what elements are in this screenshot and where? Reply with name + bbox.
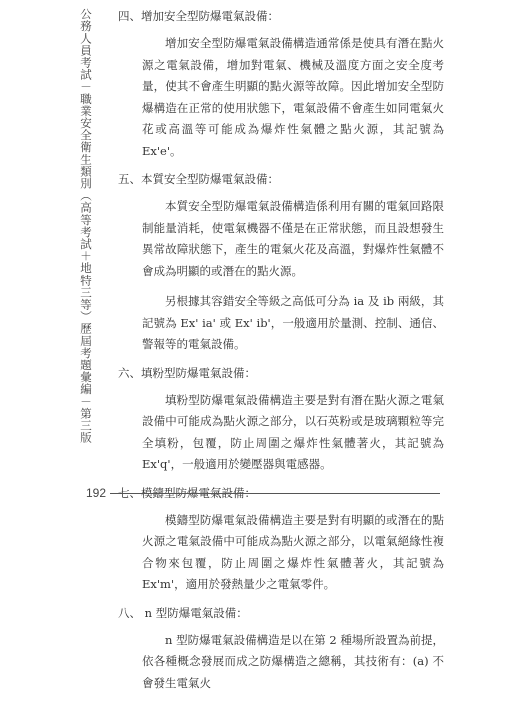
- section-5: [118, 171, 444, 356]
- section-paragraph: 本質安全型防爆電氣設備構造係利用有關的電氣回路限制能量消耗，使電氣機器不僅是在正常狀態，而且設想發生異常故障狀態下，產生的電氣火花及高溫，對爆炸性氣體不會成為明顯的或潛在的點火源。: [142, 199, 444, 278]
- section-6: [118, 365, 444, 476]
- section-heading: 四、增加安全型防爆電氣設備：: [118, 9, 279, 23]
- section-paragraph: 另根據其容錯安全等級之高低可分為 ia 及 ib 兩級，其記號為 Ex' ia' 或 Ex' ib'，一般適用於量測、控制、通信、警報等的電氣設備。: [142, 294, 444, 351]
- section-paragraph: 增加安全型防爆電氣設備構造通常係是使具有潛在點火源之電氣設備，增加對電氣、機械及溫度方面之安全度考量，使其不會產生明顯的點火源等故障。因此增加安全型防爆構造在正常的使用狀態下，電氣設備不會產生如同電氣火花或高溫等可能成為爆炸性氣體之點火源，其記號為 Ex'e'。: [142, 36, 444, 158]
- footer-rule: [110, 493, 440, 494]
- section-heading: 五、本質安全型防爆電氣設備：: [118, 172, 279, 186]
- section-heading: 七、模鑄型防爆電氣設備：: [118, 485, 256, 500]
- page-number: 192: [86, 486, 107, 500]
- section-7: [118, 485, 444, 596]
- section-paragraph: 模鑄型防爆電氣設備構造主要是對有明顯的或潛在的點火源之電氣設備中可能成為點火源之部分，以電氣絕緣性複合物來包覆，防止周圍之爆炸性氣體著火，其記號為 Ex'm'，適用於發熱量少之電氣零件。: [142, 512, 444, 591]
- page-content: [118, 8, 444, 703]
- book-title-sidebar: 公務人員考試－職業安全衛生類別（高等考試＋地特三等）歷屆考題彙編－第三版: [79, 8, 93, 444]
- section-4: [118, 8, 444, 162]
- section-8: [118, 605, 444, 695]
- section-paragraph: n 型防爆電氣設備構造是以在第 2 種場所設置為前提，依各種概念發展而成之防爆構造之總稱，其技術有：(a) 不會發生電氣火: [142, 632, 444, 690]
- section-heading: 八、 n 型防爆電氣設備：: [118, 605, 248, 620]
- section-heading: 六、填粉型防爆電氣設備：: [118, 365, 256, 380]
- section-paragraph: 填粉型防爆電氣設備構造主要是對有潛在點火源之電氣設備中可能成為點火源之部分，以石英粉或是玻璃顆粒等完全填粉，包覆，防止周圍之爆炸性氣體著火，其記號為 Ex'q'，一般適用於變壓器與電感器。: [142, 392, 444, 471]
